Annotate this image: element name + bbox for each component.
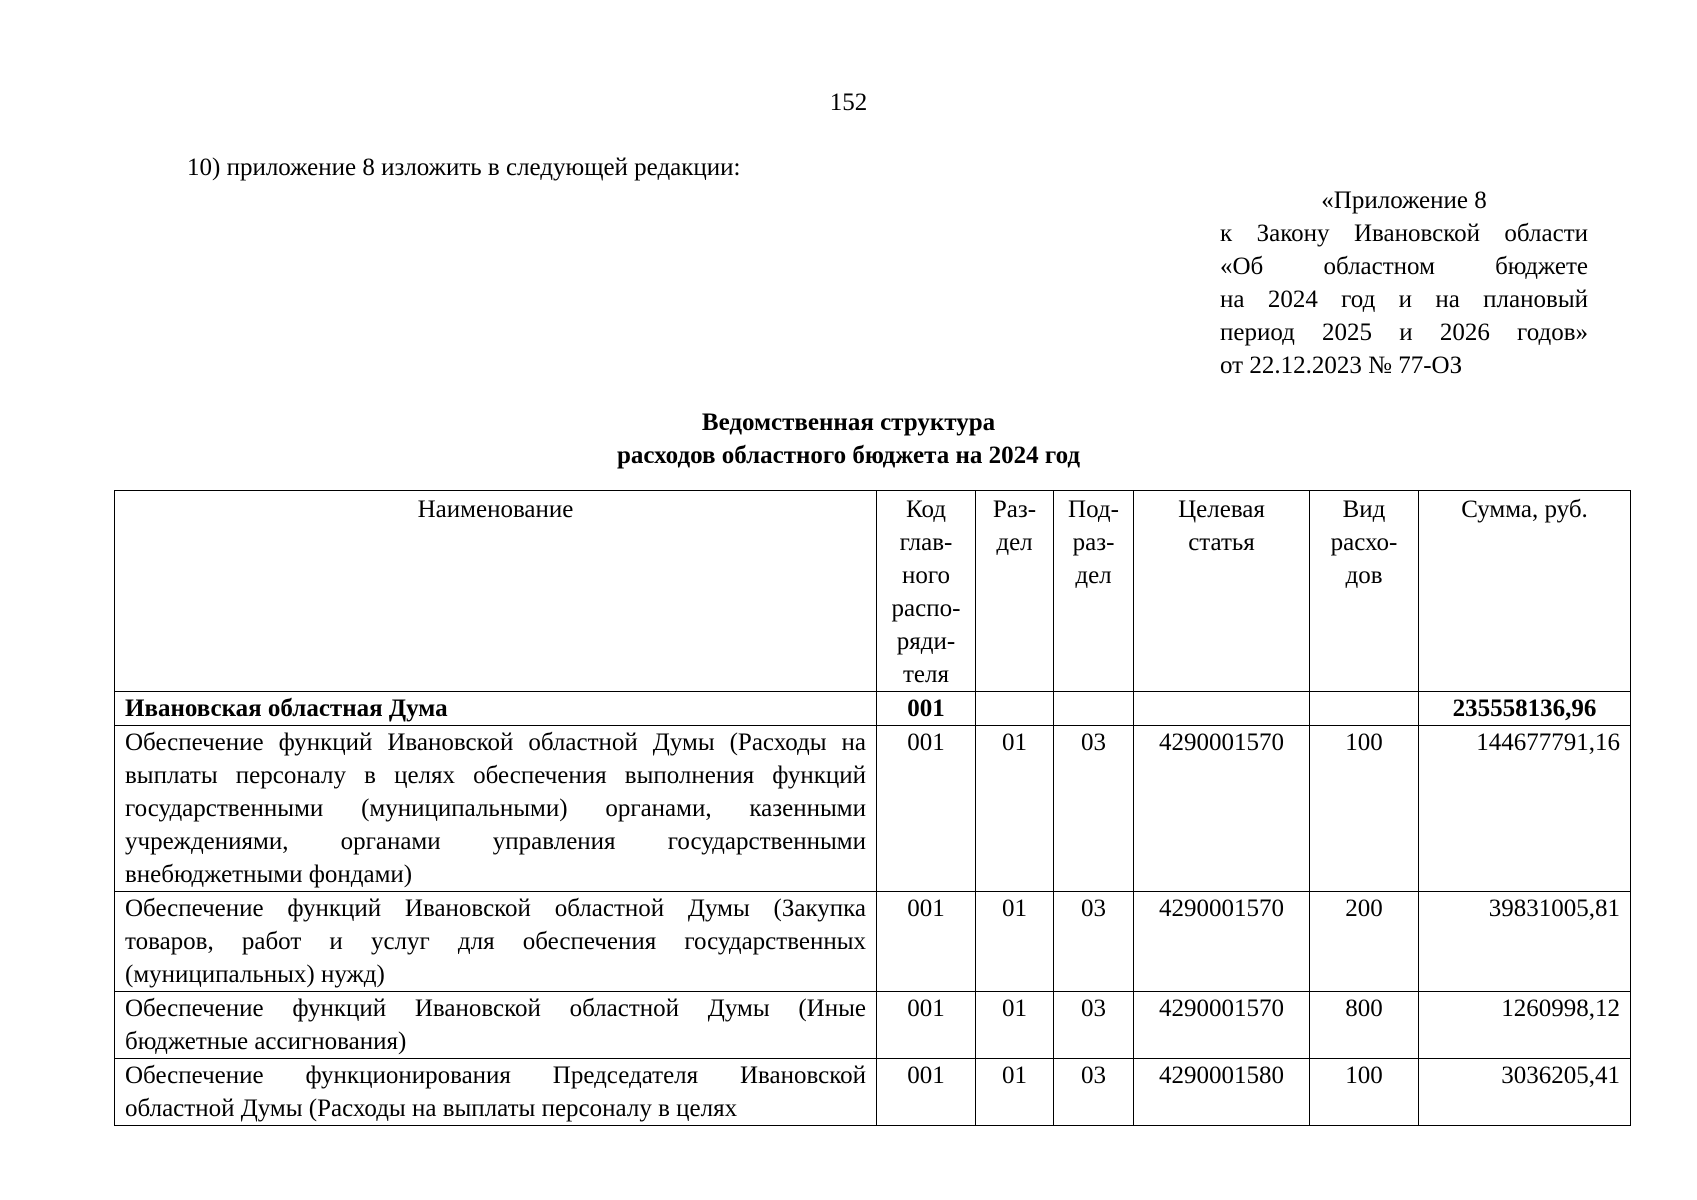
- appendix-line-6: от 22.12.2023 № 77-ОЗ: [1220, 352, 1463, 379]
- row-name: Обеспечение функций Ивановской областной Думы (Иные бюджетные ассигнования): [115, 992, 877, 1059]
- row-type: 200: [1310, 892, 1419, 992]
- row-subsection: 03: [1054, 1059, 1134, 1126]
- row-target: 4290001570: [1134, 892, 1310, 992]
- row-target: 4290001570: [1134, 726, 1310, 892]
- row-target: [1134, 692, 1310, 726]
- header-sum: Сумма, руб.: [1419, 491, 1631, 692]
- row-name: Обеспечение функций Ивановской областной Думы (Расходы на выплаты персоналу в целях обеспечения выполнения функций государственными (муниципальными) органами, казенными учреждениями, органами управления государственными внебюджетными фондами): [115, 726, 877, 892]
- table-row: [115, 692, 1631, 726]
- row-target: 4290001580: [1134, 1059, 1310, 1126]
- appendix-line-5: период 2025 и 2026 годов»: [1220, 319, 1588, 346]
- header-section: Раз- дел: [976, 491, 1054, 692]
- row-section: 01: [976, 992, 1054, 1059]
- row-target: 4290001570: [1134, 992, 1310, 1059]
- budget-table: [114, 490, 1631, 1126]
- header-target: Целевая статья: [1134, 491, 1310, 692]
- row-code: 001: [877, 726, 976, 892]
- row-section: 01: [976, 892, 1054, 992]
- row-code: 001: [877, 992, 976, 1059]
- row-name: Обеспечение функционирования Председателя Ивановской областной Думы (Расходы на выплаты персоналу в целях: [115, 1059, 877, 1126]
- header-type: Вид расхо- дов: [1310, 491, 1419, 692]
- row-type: 100: [1310, 726, 1419, 892]
- row-sum: 144677791,16: [1419, 726, 1631, 892]
- page-number: 152: [829, 89, 868, 116]
- row-subsection: 03: [1054, 726, 1134, 892]
- document-title-line-2: расходов областного бюджета на 2024 год: [616, 442, 1081, 469]
- row-name: Обеспечение функций Ивановской областной Думы (Закупка товаров, работ и услуг для обеспечения государственных (муниципальных) нужд): [115, 892, 877, 992]
- appendix-line-4: на 2024 год и на плановый: [1220, 286, 1588, 313]
- row-sum: 39831005,81: [1419, 892, 1631, 992]
- intro-text: 10) приложение 8 изложить в следующей редакции:: [187, 154, 741, 181]
- appendix-reference: [1220, 184, 1588, 382]
- row-code: 001: [877, 692, 976, 726]
- appendix-line-3: «Об областном бюджете: [1220, 253, 1588, 280]
- row-code: 001: [877, 892, 976, 992]
- table-header-row: [115, 491, 1631, 692]
- table-row: [115, 1059, 1631, 1126]
- table-row: [115, 992, 1631, 1059]
- appendix-line-2: к Закону Ивановской области: [1220, 220, 1588, 247]
- row-type: 800: [1310, 992, 1419, 1059]
- row-section: 01: [976, 1059, 1054, 1126]
- row-subsection: 03: [1054, 892, 1134, 992]
- row-subsection: 03: [1054, 992, 1134, 1059]
- appendix-line-1: «Приложение 8: [1321, 187, 1487, 214]
- document-title-line-1: Ведомственная структура: [701, 409, 996, 436]
- header-subsection: Под- раз- дел: [1054, 491, 1134, 692]
- row-subsection: [1054, 692, 1134, 726]
- header-name: Наименование: [115, 491, 877, 692]
- table-row: [115, 726, 1631, 892]
- row-sum: 3036205,41: [1419, 1059, 1631, 1126]
- row-code: 001: [877, 1059, 976, 1126]
- row-section: 01: [976, 726, 1054, 892]
- row-type: [1310, 692, 1419, 726]
- row-name: Ивановская областная Дума: [115, 692, 877, 726]
- row-sum: 1260998,12: [1419, 992, 1631, 1059]
- document-title: [0, 406, 1697, 472]
- row-sum: 235558136,96: [1419, 692, 1631, 726]
- row-section: [976, 692, 1054, 726]
- row-type: 100: [1310, 1059, 1419, 1126]
- table-row: [115, 892, 1631, 992]
- header-code: Код глав- ного распо- ряди- теля: [877, 491, 976, 692]
